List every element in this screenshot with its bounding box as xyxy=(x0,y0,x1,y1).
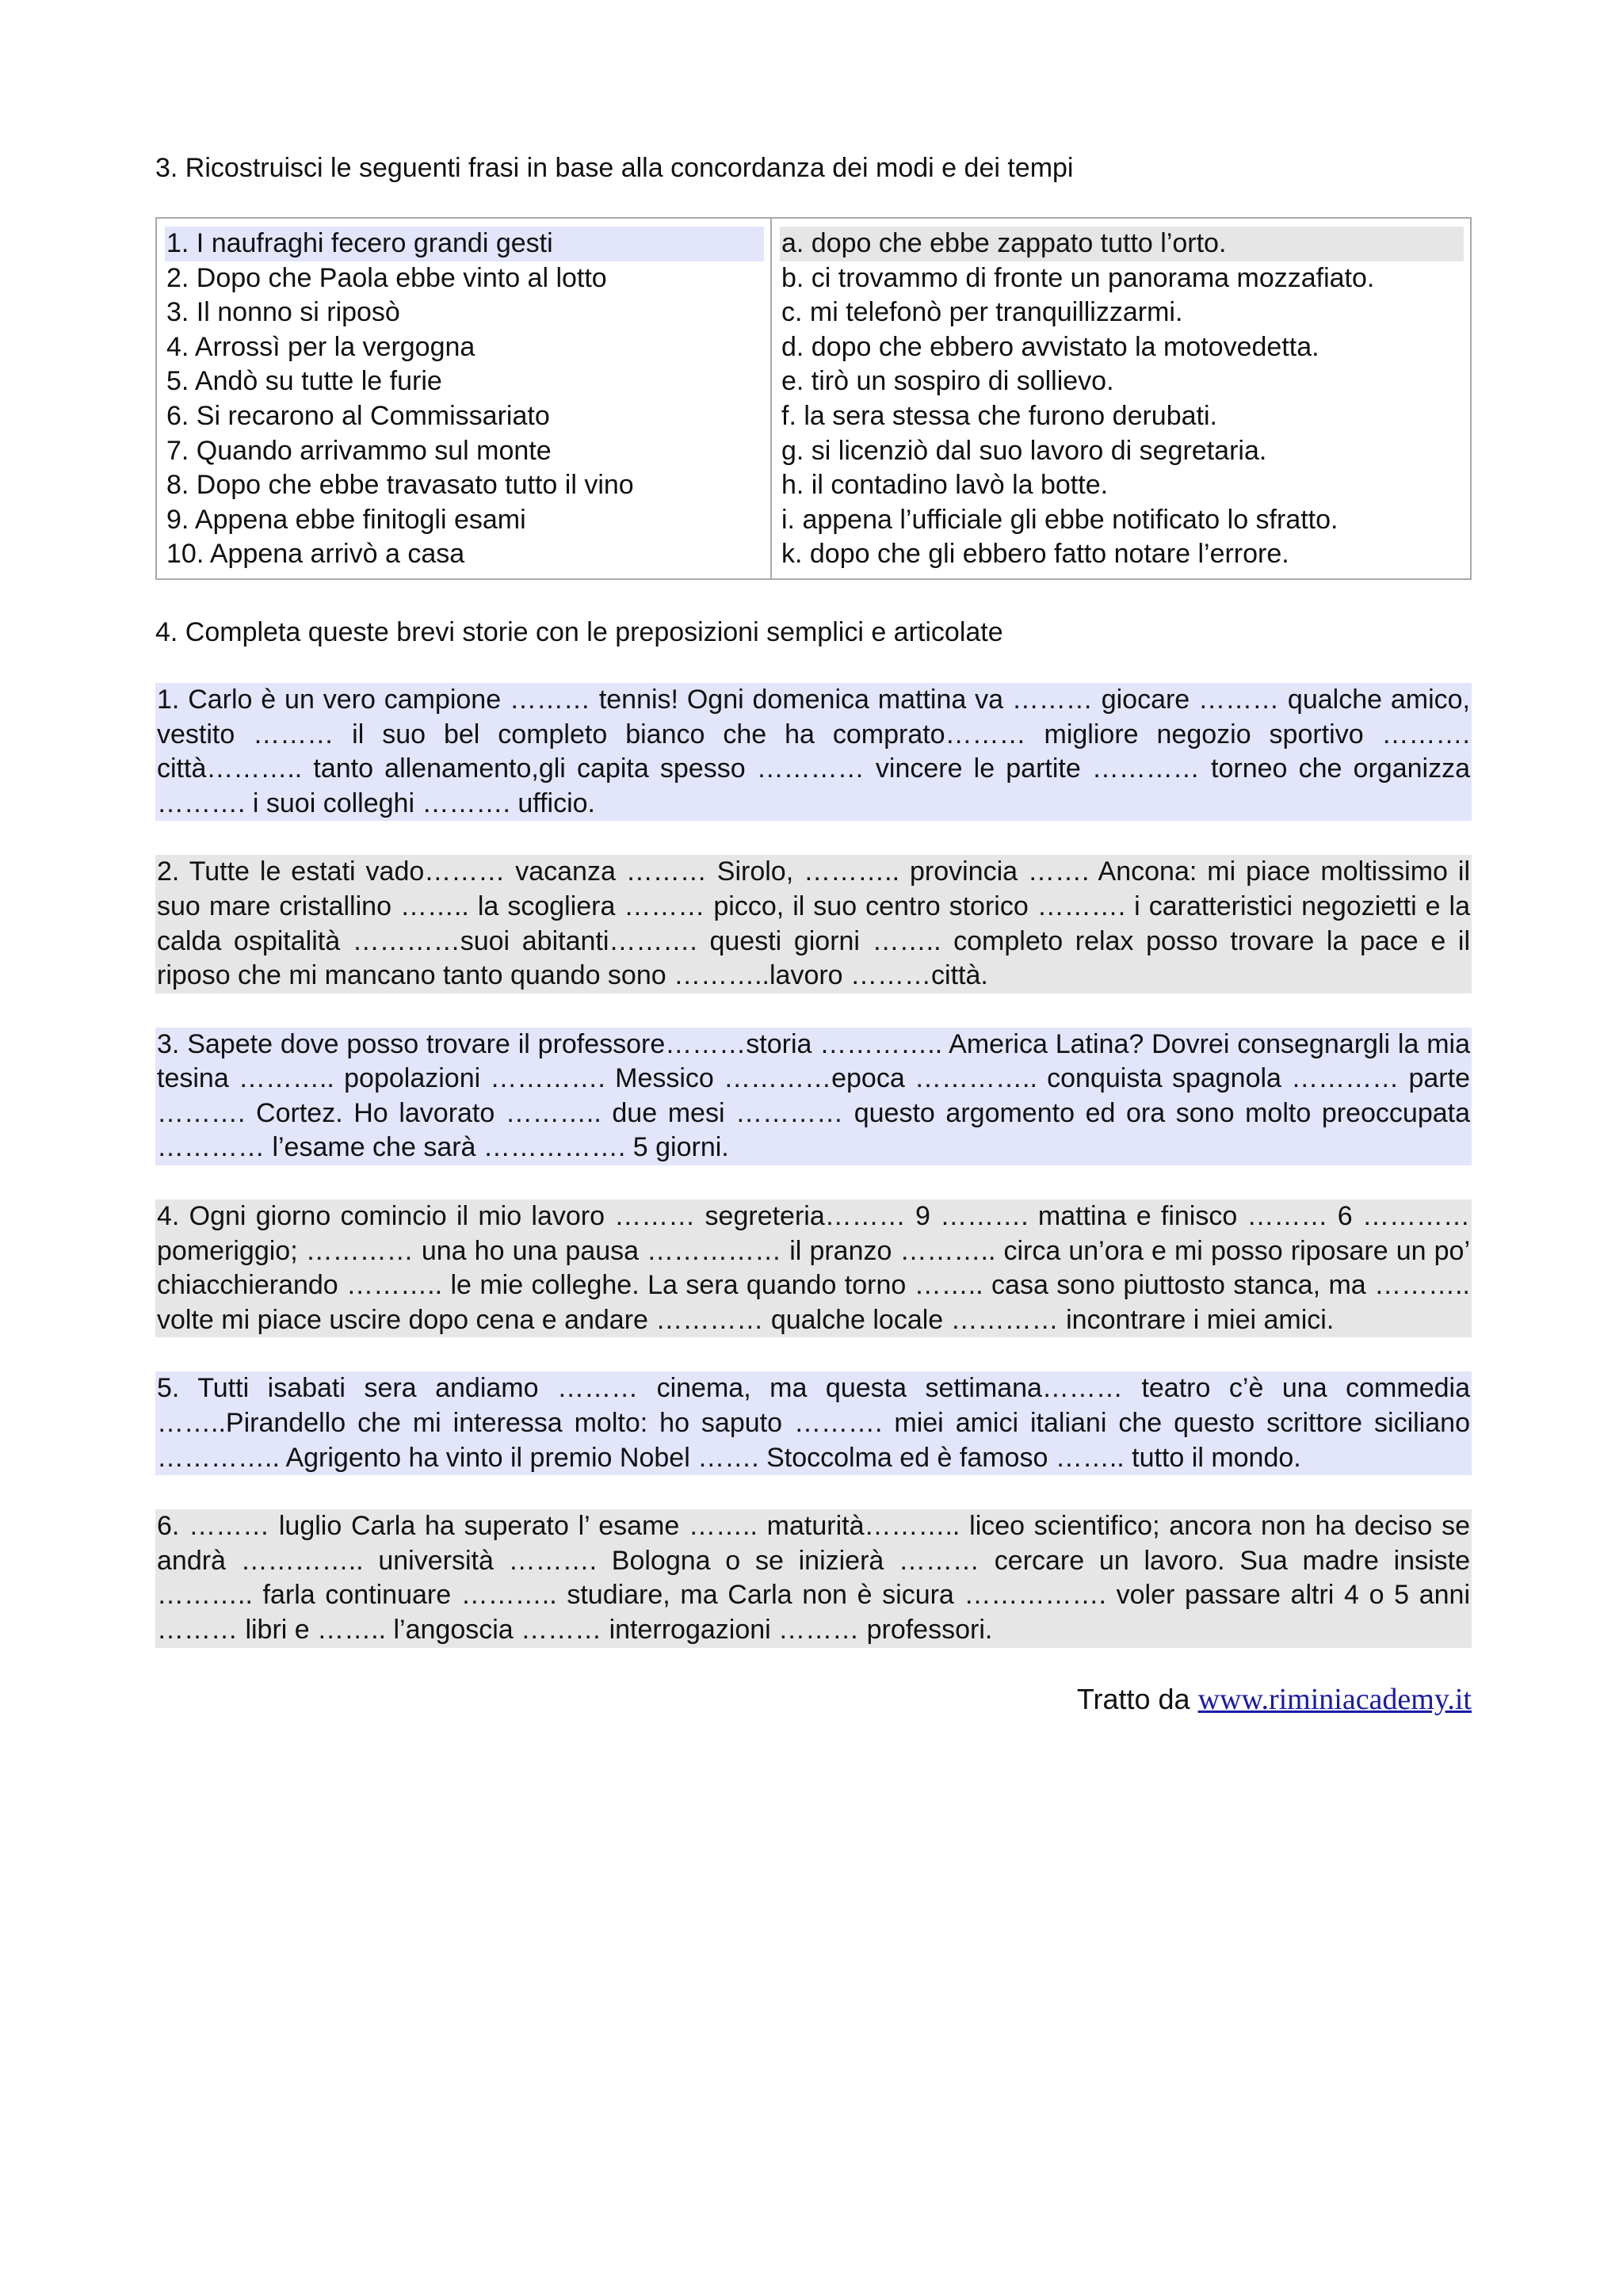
sentence-ending-i: i. appena l’ufficiale gli ebbe notificato lo sfratto. xyxy=(781,504,1338,535)
sentence-ending-f: f. la sera stessa che furono derubati. xyxy=(781,400,1217,431)
exercise-3-heading: 3. Ricostruisci le seguenti frasi in base alla concordanza dei modi e dei tempi xyxy=(155,153,1074,183)
story-1: 1. Carlo è un vero campione ……… tennis! Ogni domenica mattina va ……… giocare ……… qualche amico, vestito ……… il suo bel completo bianco che ha comprato……… migliore negozio sportivo ………. città……….. tanto allenamento,gli capita spesso ………… vincere le partite ………… torneo che organizza ………. i suoi colleghi ………. ufficio. xyxy=(155,683,1472,821)
sentence-ending-e: e. tirò un sospiro di sollievo. xyxy=(781,366,1114,397)
sentence-beginning-4: 4. Arrossì per la vergogna xyxy=(166,331,475,362)
worksheet-page xyxy=(155,151,1472,1717)
source-link[interactable]: www.riminiacademy.it xyxy=(1197,1682,1472,1716)
story-2: 2. Tutte le estati vado……… vacanza ……… Sirolo, ……….. provincia ……. Ancona: mi piace moltissimo il suo mare cristallino …….. la scogliera ……… picco, il suo centro storico ………. i caratteristici negozietti e la calda ospitalità …………suoi abitanti………. questi giorni …….. completo relax posso trovare la pace e il riposo che mi mancano tanto quando sono ………..lavoro ………città. xyxy=(155,855,1472,993)
sentence-beginning-3: 3. Il nonno si riposò xyxy=(166,297,400,328)
sentence-endings-column xyxy=(772,219,1470,578)
sentence-beginning-10: 10. Appena arrivò a casa xyxy=(166,539,465,570)
source-prefix: Tratto da xyxy=(1076,1682,1198,1715)
sentence-beginning-6: 6. Si recarono al Commissariato xyxy=(166,400,550,431)
story-6: 6. ……… luglio Carla ha superato l’ esame …….. maturità……….. liceo scientifico; ancora non ha deciso se andrà ………….. università ………. Bologna o se inizierà ……… cercare un lavoro. Sua madre insiste ……….. farla continuare ……….. studiare, ma Carla non è sicura ……………. voler passare altri 4 o 5 anni ……… libri e …….. l’angoscia ……… interrogazioni ……… professori. xyxy=(155,1509,1472,1647)
source-credit xyxy=(155,1682,1472,1717)
sentence-beginning-2: 2. Dopo che Paola ebbe vinto al lotto xyxy=(166,262,607,293)
story-4: 4. Ogni giorno comincio il mio lavoro ……… segreteria……… 9 ………. mattina e finisco ……… 6 ………… pomeriggio; ………… una ho una pausa …………… il pranzo ……….. circa un’ora e mi posso riposare un po’ chiacchierando ……….. le mie colleghe. La sera quando torno …….. casa sono piuttosto stanca, ma ……….. volte mi piace uscire dopo cena e andare ………… qualche locale ………… incontrare i miei amici. xyxy=(155,1199,1472,1337)
sentence-ending-d: d. dopo che ebbero avvistato la motovedetta. xyxy=(781,331,1319,362)
sentence-beginning-9: 9. Appena ebbe finitogli esami xyxy=(166,504,526,535)
story-5: 5. Tutti isabati sera andiamo ……… cinema, ma questa settimana……… teatro c’è una commedia ……..Pirandello che mi interessa molto: ho saputo ………. miei amici italiani che questo scrittore siciliano ………….. Agrigento ha vinto il premio Nobel ……. Stoccolma ed è famoso …….. tutto il mondo. xyxy=(155,1371,1472,1475)
sentence-ending-k: k. dopo che gli ebbero fatto notare l’errore. xyxy=(781,539,1289,570)
matching-table xyxy=(155,217,1472,580)
sentence-ending-a: a. dopo che ebbe zappato tutto l’orto. xyxy=(780,227,1464,261)
sentence-beginnings-column xyxy=(157,219,772,578)
story-3: 3. Sapete dove posso trovare il professore………storia ………….. America Latina? Dovrei consegnargli la mia tesina ……….. popolazioni …………. Messico …………epoca ………….. conquista spagnola ………… parte ………. Cortez. Ho lavorato ……….. due mesi ………… questo argomento ed ora sono molto preoccupata ………… l’esame che sarà ……………. 5 giorni. xyxy=(155,1028,1472,1165)
sentence-ending-c: c. mi telefonò per tranquillizzarmi. xyxy=(781,297,1183,328)
sentence-beginning-8: 8. Dopo che ebbe travasato tutto il vino xyxy=(166,470,634,501)
sentence-beginning-1: 1. I naufraghi fecero grandi gesti xyxy=(165,227,764,261)
sentence-ending-g: g. si licenziò dal suo lavoro di segretaria. xyxy=(781,435,1267,466)
sentence-ending-b: b. ci trovammo di fronte un panorama mozzafiato. xyxy=(781,262,1375,293)
sentence-ending-h: h. il contadino lavò la botte. xyxy=(781,470,1109,501)
stories-list xyxy=(155,683,1472,1648)
sentence-beginning-7: 7. Quando arrivammo sul monte xyxy=(166,435,552,466)
sentence-beginning-5: 5. Andò su tutte le furie xyxy=(166,366,442,397)
exercise-4-heading: 4. Completa queste brevi storie con le preposizioni semplici e articolate xyxy=(155,616,1003,647)
